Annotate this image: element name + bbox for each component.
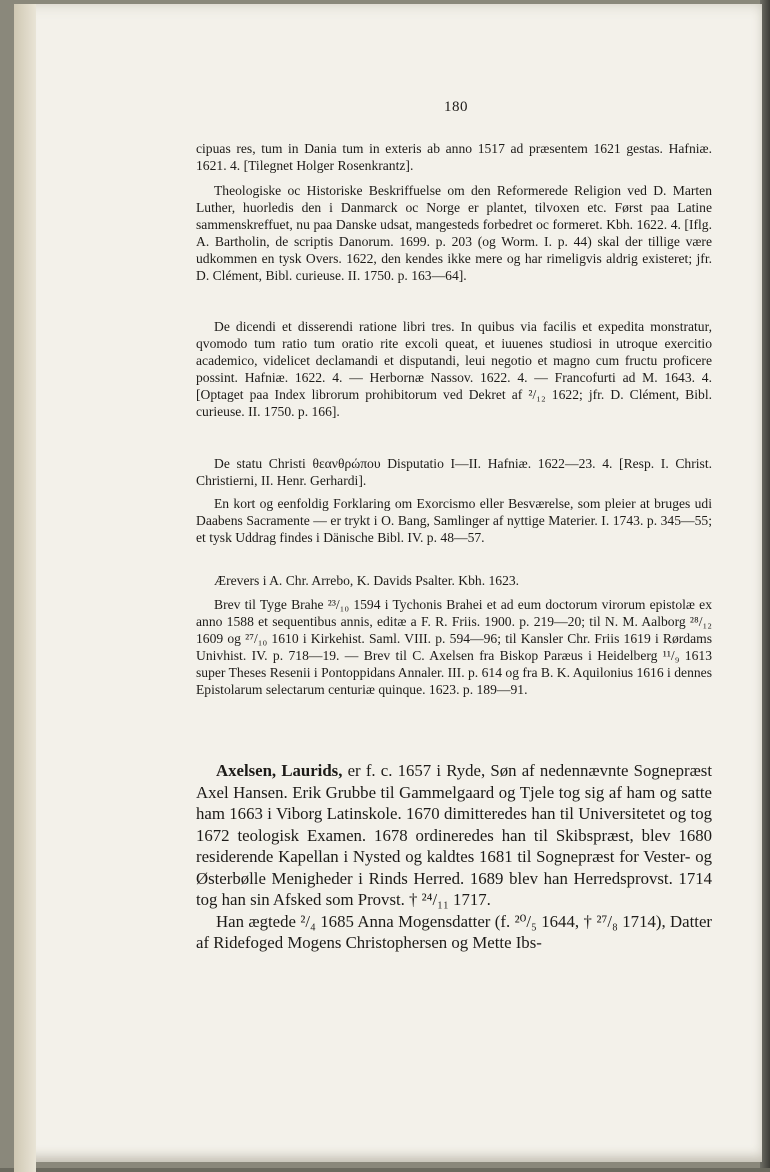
bibliography-entry: De dicendi et disserendi ratione libri tres. In quibus via facilis et expedita monstratur, qvomodo tum ratio tum oratio rite excoli queat, et iuuenes studiosi in utroque exercitio academico, videlicet declamandi et disputandi, leui negotio et magno cum fructu proficere possint. Hafniæ. 1622. 4. — Herbornæ Nassov. 1622. 4. — Francofurti ad M. 1643. 4. [Optaget paa Index librorum prohibitorum ved Dekret af ²/₁₂ 1622; jfr. D. Clément, Bibl. curieuse. II. 1750. p. 166].	[196, 319, 712, 419]
biography-name: Axelsen, Laurids,	[216, 761, 343, 780]
bibliography-entry: Brev til Tyge Brahe ²³/₁₀ 1594 i Tychonis Brahei et ad eum doctorum virorum epistolæ ex anno 1588 et sequentibus annis, editæ a F. R. Friis. 1900. p. 219—20; til N. M. Aalborg ²⁸/₁₂ 1609 og ²⁷/₁₀ 1610 i Kirkehist. Saml. VIII. p. 594—96; til Kansler Chr. Friis 1619 i Rørdams Univhist. IV. p. 718—19. — Brev til C. Axelsen fra Biskop Paræus i Heidelberg ¹¹/₉ 1613 super Theses Resenii i Pontoppidans Annaler. III. p. 614 og fra B. K. Aquilonius 1616 i dennes Epistolarum selectarum centuriæ quinque. 1623. p. 189—91.	[196, 597, 712, 697]
bibliography-entry: Theologiske oc Historiske Beskriffuelse om den Reformerede Religion ved D. Marten Luther, huorledis den i Danmarck oc Norge er plantet, tilvoxen etc. Først paa Latine sammenskreffuet, nu paa Danske udsat, mangesteds forbedret oc formeret. Kbh. 1622. 4. [Iflg. A. Bartholin, de scriptis Danorum. 1699. p. 203 (og Worm. I. p. 44) skal der tillige være udkommen en tysk Overs. 1622, den kendes ikke mere og har rimeligvis aldrig existeret; jfr. D. Clément, Bibl. curieuse. II. 1750. p. 163—64].	[196, 183, 712, 283]
biography-paragraph	[196, 760, 712, 911]
bibliography-entry: En kort og eenfoldig Forklaring om Exorcismo eller Besværelse, som pleier at bruges udi Daabens Sacramente — er trykt i O. Bang, Samlinger af nyttige Materier. I. 1743. p. 345—55; et tysk Uddrag findes i Dänische Bibl. IV. p. 48—57.	[196, 496, 712, 545]
bibliography-entry: cipuas res, tum in Dania tum in exteris ab anno 1517 ad præsentem 1621 gestas. Hafniæ. 1621. 4. [Tilegnet Holger Rosenkrantz].	[196, 141, 712, 173]
biography-section	[196, 760, 712, 954]
page-binding-edge	[14, 4, 36, 1172]
bibliography-entry: Ærevers i A. Chr. Arrebo, K. Davids Psalter. Kbh. 1623.	[214, 573, 520, 588]
bibliography-entry: De statu Christi θεανθρώπου Disputatio I—II. Hafniæ. 1622—23. 4. [Resp. I. Christ. Christierni, II. Henr. Gerhardi].	[196, 456, 712, 488]
page-number: 180	[444, 99, 468, 115]
biography-paragraph-2: Han ægtede ²/₄ 1685 Anna Mogensdatter (f. ²⁰/₅ 1644, † ²⁷/₈ 1714), Datter af Ridefoged Mogens Christophersen og Mette Ibs-	[196, 911, 712, 952]
biography-text: er f. c. 1657 i Ryde, Søn af nedennævnte Sognepræst Axel Hansen. Erik Grubbe til Gammelgaard og Tjele tog sig af ham og satte ham 1663 i Viborg Latinskole. 1670 dimitteredes han til Universitetet og tog 1672 teologisk Examen. 1678 ordineredes han til Skibspræst, blev 1680 residerende Kapellan i Nysted og kaldtes 1681 til Sognepræst for Vester- og Østerbølle Menigheder i Rinds Herred. 1689 blev han Herredsprovst. 1714 tog han sin Afsked som Provst. † ²⁴/₁₁ 1717.	[196, 761, 712, 909]
